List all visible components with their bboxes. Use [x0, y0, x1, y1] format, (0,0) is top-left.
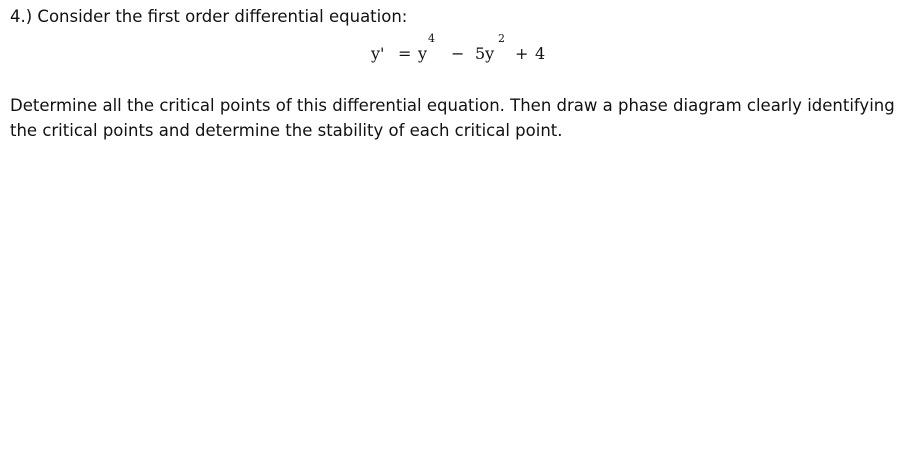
- equation-minus: −: [451, 44, 465, 63]
- equation-constant: 4: [535, 44, 546, 63]
- problem-instructions: [10, 93, 905, 143]
- instructions-line-2: the critical points and determine the stability of each critical point.: [10, 121, 563, 140]
- equation-term1-exponent: 4: [428, 32, 435, 45]
- instructions-line-1: Determine all the critical points of this differential equation. Then draw a phase diagram clearly identifying: [10, 96, 895, 115]
- equation-term2-exponent: 2: [498, 32, 505, 45]
- equation-term1-base: y: [418, 44, 428, 63]
- equation-term2-base: 5y: [475, 44, 495, 63]
- equation-plus: +: [515, 44, 529, 63]
- equation-equals: =: [398, 44, 412, 63]
- equation-lhs: y': [371, 44, 385, 63]
- problem-heading: 4.) Consider the first order differential equation:: [10, 7, 408, 26]
